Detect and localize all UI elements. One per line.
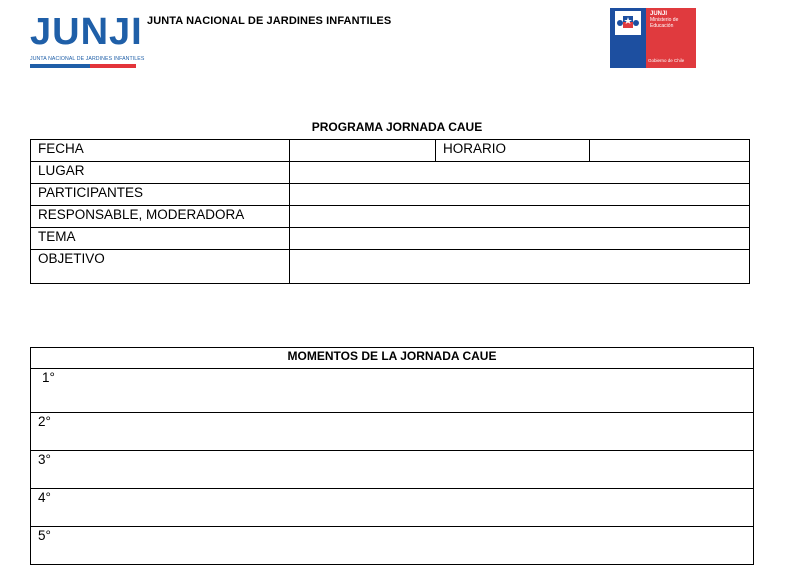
moment-5[interactable]: 5°	[31, 527, 754, 565]
fecha-label: FECHA	[31, 140, 290, 162]
coat-of-arms-icon	[615, 11, 641, 35]
table-row[interactable]	[31, 369, 754, 413]
table-row	[31, 140, 750, 162]
logo-wordmark: JUNJI	[30, 11, 143, 53]
lugar-value[interactable]	[290, 162, 750, 184]
horario-label: HORARIO	[436, 140, 590, 162]
gov-line-1: JUNJI	[650, 11, 668, 17]
gov-line-3: Educación	[650, 23, 674, 29]
junji-logo	[30, 10, 145, 74]
moments-table	[30, 347, 754, 565]
logo-bar-red	[90, 64, 136, 68]
table-row	[31, 206, 750, 228]
table-row	[31, 228, 750, 250]
table-row	[31, 184, 750, 206]
government-badge	[610, 8, 696, 68]
moment-3[interactable]: 3°	[31, 451, 754, 489]
tema-label: TEMA	[31, 228, 290, 250]
table-row[interactable]	[31, 527, 754, 565]
horario-value[interactable]	[590, 140, 750, 162]
gov-footer: Gobierno de Chile	[648, 58, 685, 63]
table-row[interactable]	[31, 451, 754, 489]
document-title: PROGRAMA JORNADA CAUE	[311, 120, 483, 134]
objetivo-label: OBJETIVO	[31, 250, 290, 284]
objetivo-value[interactable]	[290, 250, 750, 284]
organization-title: JUNTA NACIONAL DE JARDINES INFANTILES	[147, 15, 392, 27]
moment-1[interactable]: 1°	[31, 369, 754, 413]
logo-bar-blue	[30, 64, 90, 68]
table-row	[31, 162, 750, 184]
participantes-value[interactable]	[290, 184, 750, 206]
logo-subtext: JUNTA NACIONAL DE JARDINES INFANTILES	[30, 56, 145, 62]
lugar-label: LUGAR	[31, 162, 290, 184]
responsable-value[interactable]	[290, 206, 750, 228]
table-row[interactable]	[31, 413, 754, 451]
moment-2[interactable]: 2°	[31, 413, 754, 451]
program-info-table	[30, 139, 750, 284]
gov-line-2: Ministerio de	[650, 17, 679, 23]
moments-header: MOMENTOS DE LA JORNADA CAUE	[31, 348, 754, 369]
participantes-label: PARTICIPANTES	[31, 184, 290, 206]
table-row	[31, 250, 750, 284]
gov-badge-text	[650, 11, 678, 29]
table-row[interactable]	[31, 489, 754, 527]
responsable-label: RESPONSABLE, MODERADORA	[31, 206, 290, 228]
table-row	[31, 348, 754, 369]
moment-4[interactable]: 4°	[31, 489, 754, 527]
tema-value[interactable]	[290, 228, 750, 250]
fecha-value[interactable]	[290, 140, 436, 162]
